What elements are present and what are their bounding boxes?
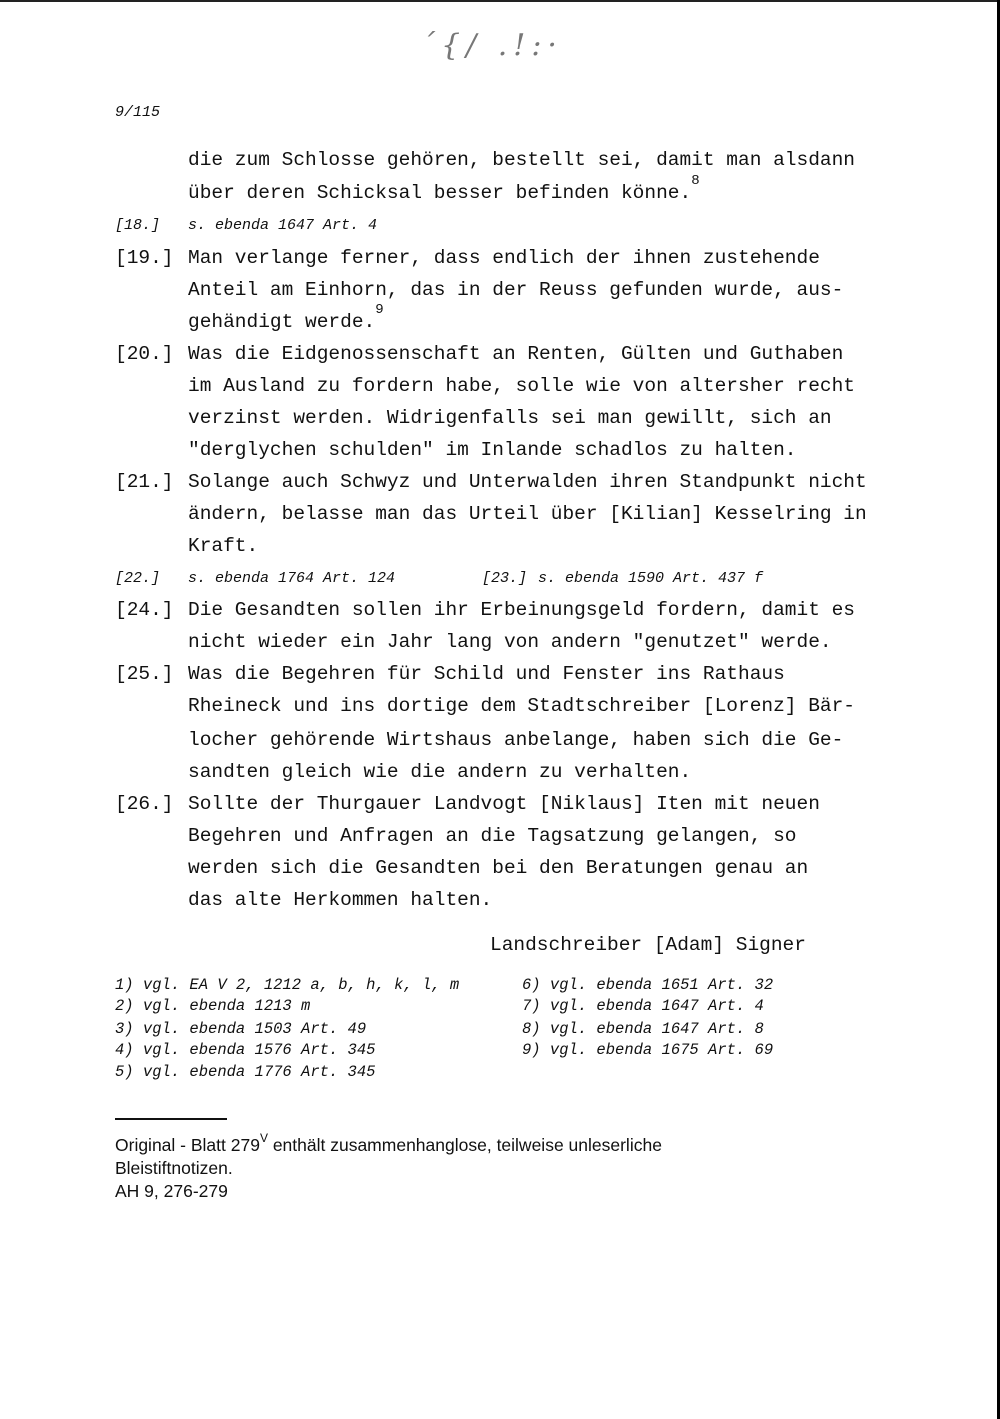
paragraph-number: [19.]	[115, 247, 174, 269]
archival-reference: AH 9, 276-279	[115, 1181, 228, 1201]
text-line: nicht wieder ein Jahr lang von andern "genutzet" werde.	[188, 631, 832, 653]
text-line: Sollte der Thurgauer Landvogt [Niklaus] Iten mit neuen	[188, 793, 820, 815]
text-line: verzinst werden. Widrigenfalls sei man gewillt, sich an	[188, 407, 832, 429]
text-line: Man verlange ferner, dass endlich der ihnen zustehende	[188, 247, 820, 269]
cross-reference: s. ebenda 1647 Art. 4	[188, 217, 378, 234]
text-line: Was die Begehren für Schild und Fenster ins Rathaus	[188, 663, 785, 685]
footnote-marker: 9	[375, 302, 384, 318]
signature: Landschreiber [Adam] Signer	[490, 934, 806, 956]
text-line: Kraft.	[188, 535, 259, 557]
footnote: 8) vgl. ebenda 1647 Art. 8	[522, 1020, 764, 1038]
footnote: 5) vgl. ebenda 1776 Art. 345	[115, 1063, 376, 1081]
footnote: 4) vgl. ebenda 1576 Art. 345	[115, 1041, 376, 1059]
paragraph-number: [18.]	[115, 217, 161, 234]
paragraph-number: [23.]	[482, 570, 528, 587]
text-line: locher gehörende Wirtshaus anbelange, haben sich die Ge-	[188, 729, 844, 751]
text-line: die zum Schlosse gehören, bestellt sei, damit man alsdann	[188, 149, 856, 171]
text-line: im Ausland zu fordern habe, solle wie von altersher recht	[188, 375, 856, 397]
paragraph-number: [26.]	[115, 793, 174, 815]
footnote-divider	[115, 1118, 227, 1120]
text-line: Was die Eidgenossenschaft an Renten, Gülten und Guthaben	[188, 343, 844, 365]
paragraph-number: [24.]	[115, 599, 174, 621]
text-line: gehändigt werde.$^9$	[188, 302, 384, 333]
text-line: das alte Herkommen halten.	[188, 889, 493, 911]
paragraph-number: [20.]	[115, 343, 174, 365]
text-line: Die Gesandten sollen ihr Erbeinungsgeld fordern, damit es	[188, 599, 856, 621]
text-line: sandten gleich wie die andern zu verhalten.	[188, 761, 692, 783]
text-line: werden sich die Gesandten bei den Beratungen genau an	[188, 857, 809, 879]
text-line: ändern, belasse man das Urteil über [Kilian] Kesselring in	[188, 503, 867, 525]
paragraph-number: [22.]	[115, 570, 161, 587]
text-line: "derglychen schulden" im Inlande schadlos zu halten.	[188, 439, 797, 461]
cross-reference: s. ebenda 1590 Art. 437 f	[538, 570, 764, 587]
footnote: 3) vgl. ebenda 1503 Art. 49	[115, 1020, 367, 1038]
footnote: 2) vgl. ebenda 1213 m	[115, 997, 311, 1015]
cross-reference: s. ebenda 1764 Art. 124	[188, 570, 396, 587]
page-reference: 9/115	[115, 104, 161, 121]
footnote: 9) vgl. ebenda 1675 Art. 69	[522, 1041, 774, 1059]
footnote: 1) vgl. EA V 2, 1212 a, b, h, k, l, m	[115, 976, 460, 994]
paragraph-number: [21.]	[115, 471, 174, 493]
text-line: Anteil am Einhorn, das in der Reuss gefunden wurde, aus-	[188, 279, 844, 301]
handwritten-mark: ´{/ .!:·	[420, 28, 563, 63]
footnote: 6) vgl. ebenda 1651 Art. 32	[522, 976, 774, 994]
archival-note: Bleistiftnotizen.	[115, 1158, 233, 1178]
footnote-marker: 8	[691, 173, 700, 189]
text-line: Begehren und Anfragen an die Tagsatzung gelangen, so	[188, 825, 797, 847]
text-line: über deren Schicksal besser befinden könne.$^8$	[188, 173, 700, 204]
scan-border-top	[0, 0, 1000, 2]
text-line: Solange auch Schwyz und Unterwalden ihren Standpunkt nicht	[188, 471, 867, 493]
archival-note: Original - Blatt $279^V$ enthält zusammenhanglose, teilweise unleserliche	[115, 1131, 662, 1155]
paragraph-number: [25.]	[115, 663, 174, 685]
text-line: Rheineck und ins dortige dem Stadtschreiber [Lorenz] Bär-	[188, 695, 856, 717]
footnote: 7) vgl. ebenda 1647 Art. 4	[522, 997, 764, 1015]
